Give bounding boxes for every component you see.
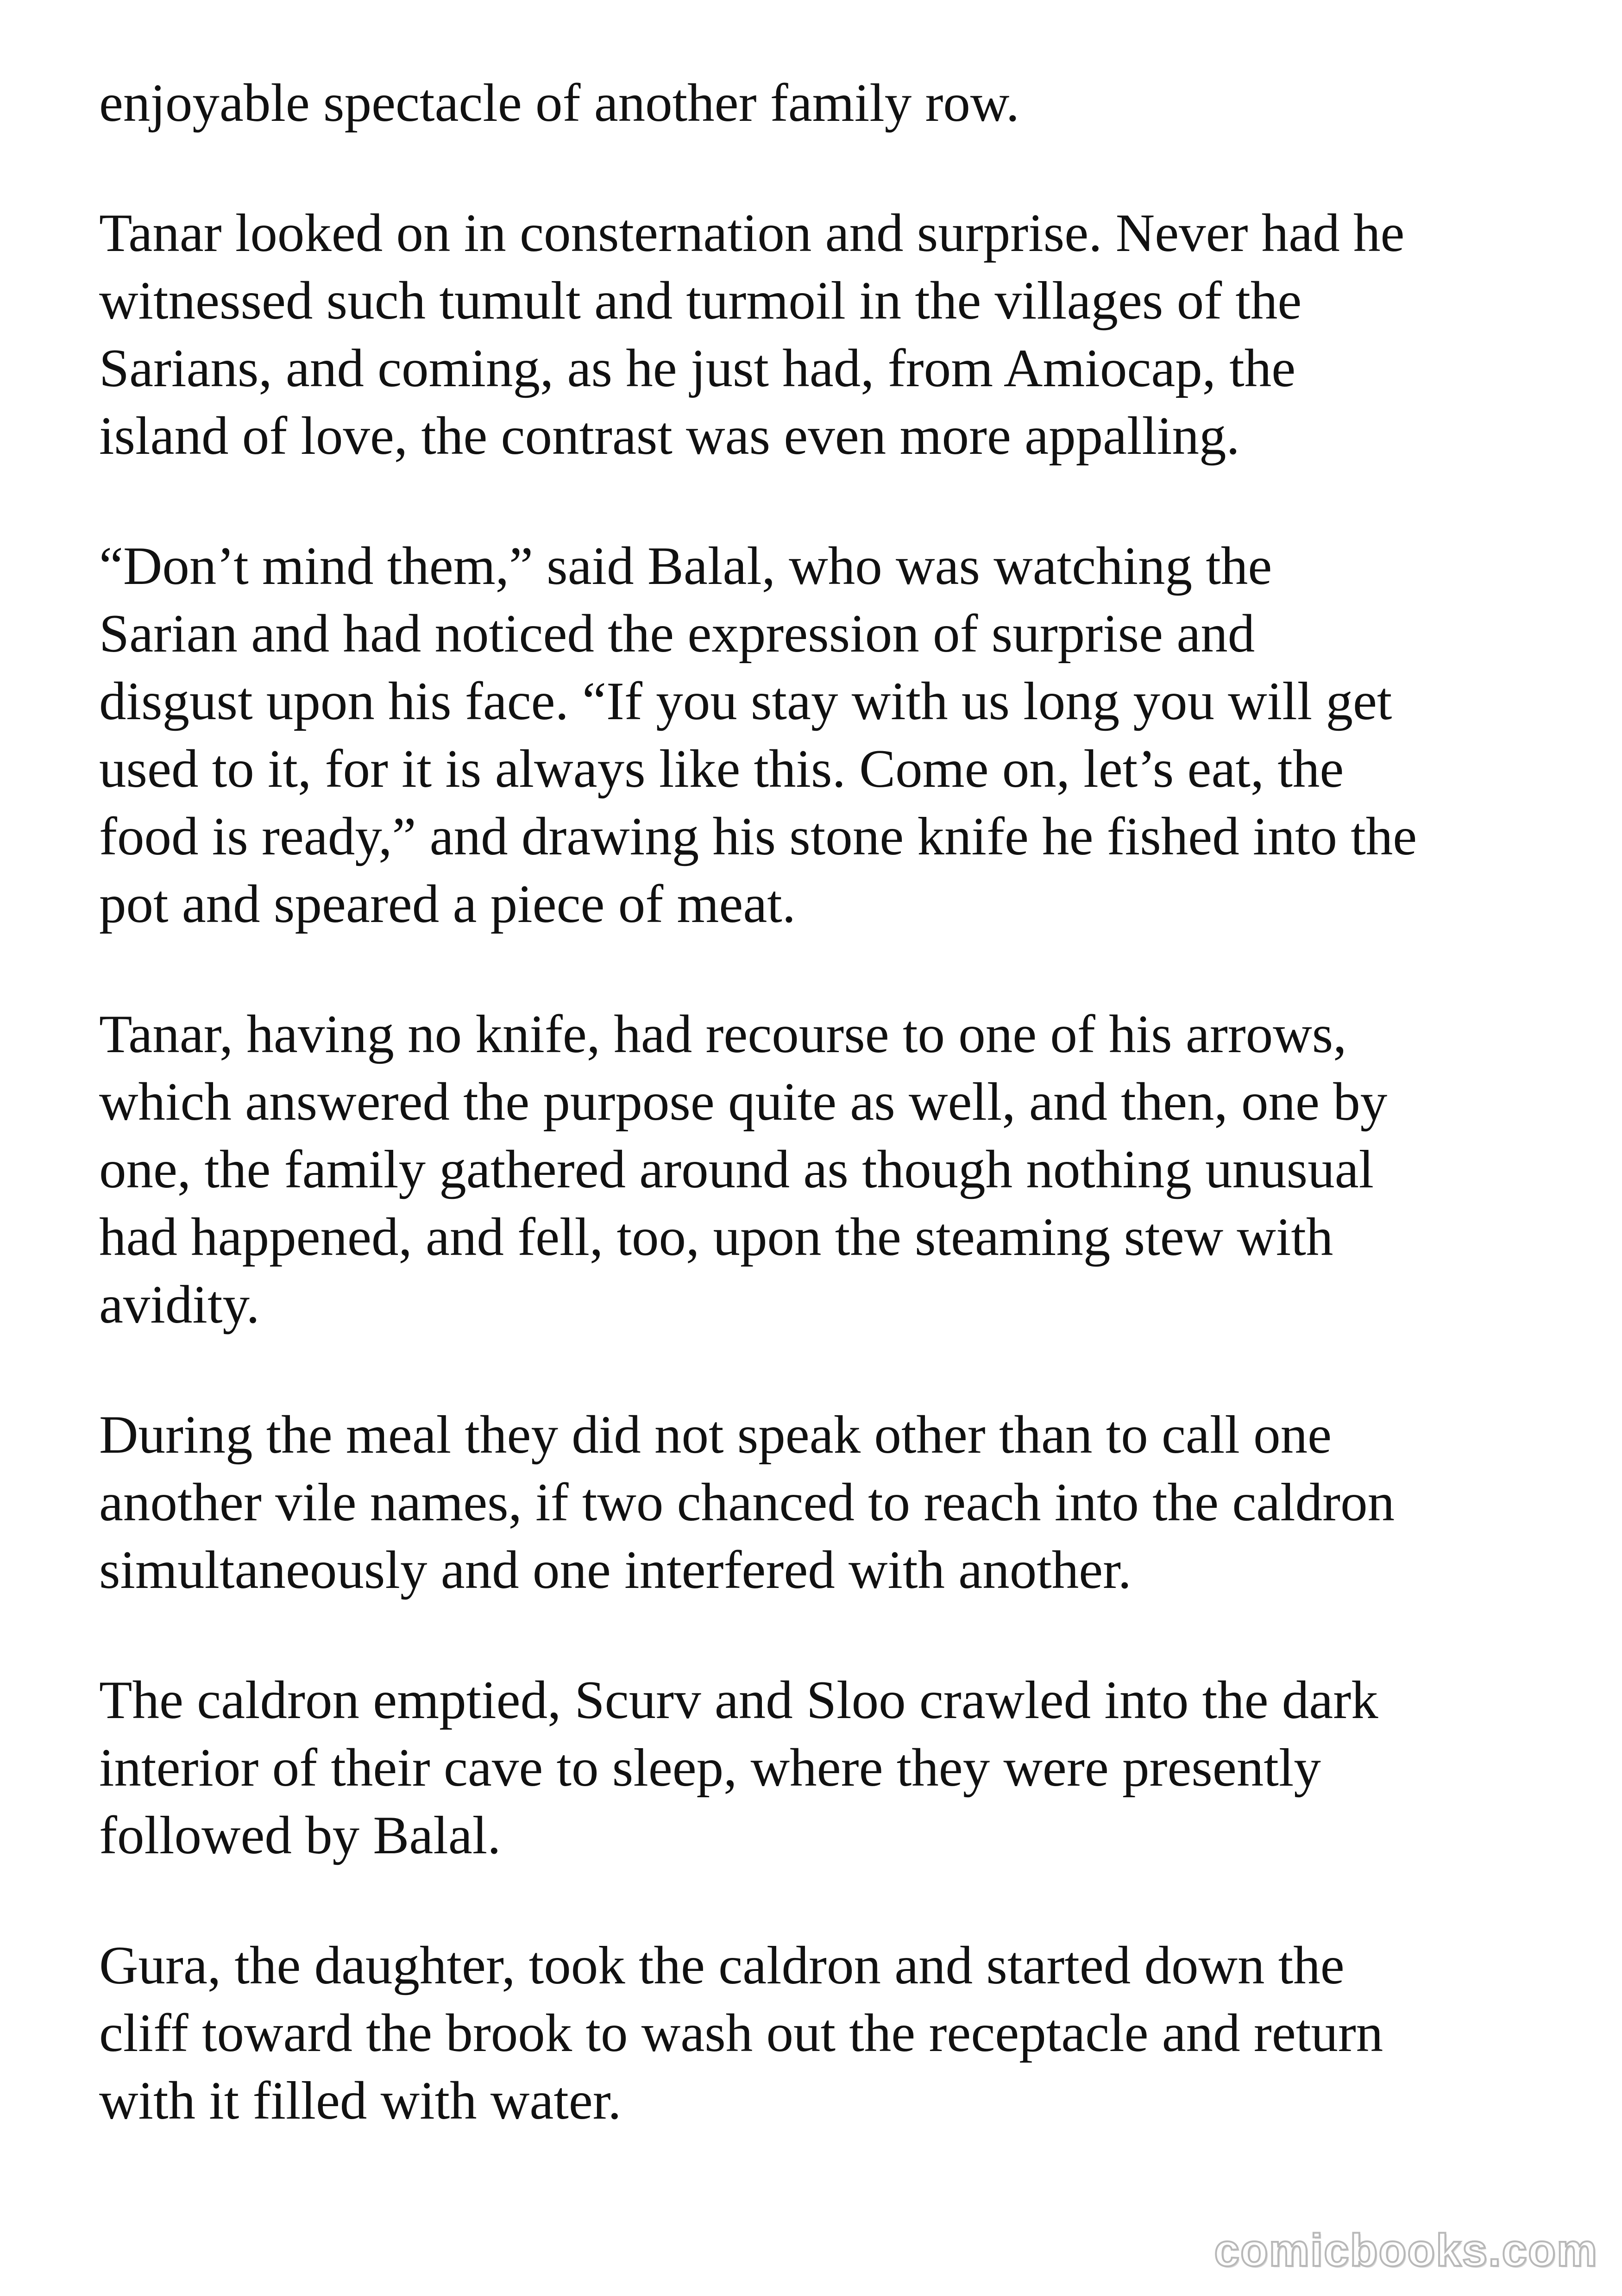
text-line: Gura, the daughter, took the caldron and started down the [99, 1936, 1345, 1995]
text-line: pot and speared a piece of meat. [99, 874, 796, 934]
text-line: another vile names, if two chanced to reach into the caldron [99, 1473, 1395, 1532]
text-line: cliff toward the brook to wash out the receptacle and return [99, 2003, 1383, 2063]
text-line: Sarian and had noticed the expression of surprise and [99, 604, 1255, 664]
page-body [99, 69, 1558, 2197]
text-line: Sarians, and coming, as he just had, from Amiocap, the [99, 339, 1296, 398]
text-line: During the meal they did not speak other than to call one [99, 1405, 1332, 1465]
text-line: with it filled with water. [99, 2071, 622, 2131]
text-line: island of love, the contrast was even more appalling. [99, 406, 1240, 466]
text-line: food is ready,” and drawing his stone knife he fished into the [99, 807, 1417, 866]
paragraph [99, 69, 1558, 137]
text-line: followed by Balal. [99, 1806, 501, 1865]
text-line: interior of their cave to sleep, where they were presently [99, 1738, 1321, 1798]
text-line: one, the family gathered around as though nothing unusual [99, 1140, 1374, 1199]
text-line: had happened, and fell, too, upon the steaming stew with [99, 1207, 1333, 1267]
text-line: witnessed such tumult and turmoil in the villages of the [99, 271, 1302, 331]
text-line: disgust upon his face. “If you stay with us long you will get [99, 671, 1392, 731]
paragraph [99, 200, 1558, 470]
text-line: Tanar looked on in consternation and surprise. Never had he [99, 203, 1405, 263]
paragraph [99, 1001, 1558, 1339]
text-line: avidity. [99, 1275, 260, 1335]
text-line: Tanar, having no knife, had recourse to one of his arrows, [99, 1004, 1347, 1064]
text-line: enjoyable spectacle of another family row. [99, 73, 1020, 133]
watermark: comicbooks.com [1214, 2225, 1598, 2276]
paragraph [99, 1932, 1558, 2135]
text-line: which answered the purpose quite as well, and then, one by [99, 1072, 1388, 1132]
paragraph [99, 1667, 1558, 1869]
text-line: The caldron emptied, Scurv and Sloo crawled into the dark [99, 1670, 1378, 1730]
text-line: simultaneously and one interfered with another. [99, 1540, 1132, 1600]
text-line: “Don’t mind them,” said Balal, who was watching the [99, 536, 1272, 596]
text-line: used to it, for it is always like this. Come on, let’s eat, the [99, 739, 1344, 799]
paragraph [99, 1401, 1558, 1604]
paragraph [99, 533, 1558, 938]
